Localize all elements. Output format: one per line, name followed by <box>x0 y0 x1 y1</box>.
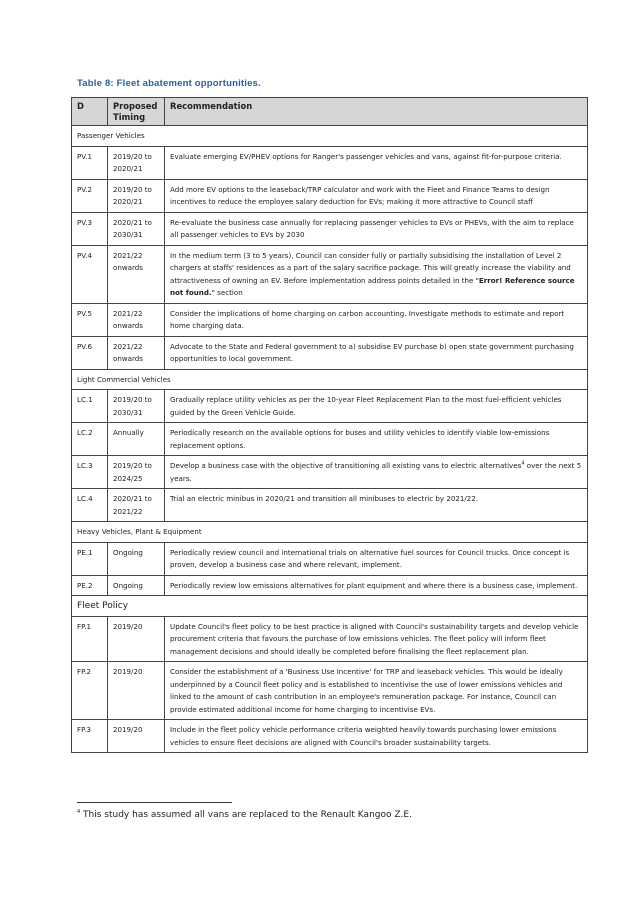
row-timing: 2021/22 onwards <box>108 303 165 336</box>
recommendation-text: In the medium term (3 to 5 years), Council can consider fully or partially subsidising the installation of Level 2 chargers at staffs' residences as a part of the salary sacrifice package. This will greatly increase the viability and attractiveness of owning an EV. Before implementation address points detailed in the " <box>170 250 571 285</box>
row-timing: Annually <box>108 423 165 456</box>
row-recommendation: Advocate to the State and Federal government to a) subsidise EV purchase b) open state government purchasing opportunities to local government. <box>165 336 588 369</box>
table-row <box>72 179 588 212</box>
row-timing: 2019/20 to 2020/21 <box>108 179 165 212</box>
row-recommendation: Include in the fleet policy vehicle performance criteria weighted heavily towards purchasing lower emissions vehicles to ensure fleet decisions are aligned with Council's broader sustainability targets. <box>165 720 588 753</box>
table-row <box>72 720 588 753</box>
section-row <box>72 369 588 390</box>
header-timing: Proposed Timing <box>108 98 165 126</box>
table-row <box>72 575 588 596</box>
section-row <box>72 522 588 543</box>
fleet-abatement-table <box>71 97 588 753</box>
table-row <box>72 146 588 179</box>
table-row <box>72 336 588 369</box>
row-timing: 2020/21 to 2021/22 <box>108 489 165 522</box>
section-title: Heavy Vehicles, Plant & Equipment <box>72 522 588 543</box>
row-id: LC.4 <box>72 489 108 522</box>
row-id: FP.1 <box>72 616 108 662</box>
row-recommendation: Periodically research on the available options for buses and utility vehicles to identify viable low-emissions replacement options. <box>165 423 588 456</box>
row-recommendation: Periodically review council and international trials on alternative fuel sources for Council trucks. Once concept is proven, develop a business case and where relevant, implement. <box>165 542 588 575</box>
table-row <box>72 662 588 720</box>
row-timing: 2019/20 <box>108 616 165 662</box>
row-recommendation <box>165 245 588 303</box>
row-timing: 2019/20 <box>108 720 165 753</box>
footnote-text: This study has assumed all vans are replaced to the Renault Kangoo Z.E. <box>80 810 412 820</box>
section-title: Light Commercial Vehicles <box>72 369 588 390</box>
table-header-row <box>72 98 588 126</box>
row-id: FP.2 <box>72 662 108 720</box>
recommendation-text: Develop a business case with the objective of transitioning all existing vans to electric alternatives <box>170 461 522 470</box>
row-recommendation <box>165 456 588 489</box>
row-id: PV.3 <box>72 212 108 245</box>
section-title: Passenger Vehicles <box>72 126 588 147</box>
table-row <box>72 456 588 489</box>
row-recommendation: Consider the implications of home charging on carbon accounting. Investigate methods to estimate and report home charging data. <box>165 303 588 336</box>
recommendation-text-end: over the next 5 years. <box>170 461 582 483</box>
table-row <box>72 212 588 245</box>
recommendation-text-end: " section <box>211 288 243 297</box>
section-row <box>72 126 588 147</box>
row-timing: Ongoing <box>108 575 165 596</box>
footnote-divider <box>77 802 232 803</box>
row-timing: Ongoing <box>108 542 165 575</box>
row-recommendation: Gradually replace utility vehicles as per the 10-year Fleet Replacement Plan to the most fuel-efficient vehicles guided by the Green Vehicle Guide. <box>165 390 588 423</box>
row-id: PV.4 <box>72 245 108 303</box>
section-title: Fleet Policy <box>72 596 588 617</box>
row-timing: 2019/20 to 2024/25 <box>108 456 165 489</box>
footnote <box>77 810 412 820</box>
row-timing: 2021/22 onwards <box>108 336 165 369</box>
row-recommendation: Update Council's fleet policy to be best practice is aligned with Council's sustainability targets and develop vehicle procurement criteria that favours the purchase of low emissions vehicles. The fleet policy will inform fleet management decisions and should ideally be completed before finalising the fleet replacement plan. <box>165 616 588 662</box>
row-id: LC.2 <box>72 423 108 456</box>
table-caption: Table 8: Fleet abatement opportunities. <box>77 78 261 89</box>
header-id: D <box>72 98 108 126</box>
error-reference-text: Error! Reference source not found. <box>170 275 575 297</box>
row-recommendation: Evaluate emerging EV/PHEV options for Ranger's passenger vehicles and vans, against fit-for-purpose criteria. <box>165 146 588 179</box>
table-row <box>72 542 588 575</box>
row-id: PV.6 <box>72 336 108 369</box>
footnote-marker: 4 <box>77 809 81 815</box>
table-row <box>72 616 588 662</box>
row-id: FP.3 <box>72 720 108 753</box>
table-row <box>72 390 588 423</box>
row-id: PE.1 <box>72 542 108 575</box>
header-recommendation: Recommendation <box>165 98 588 126</box>
row-id: PV.1 <box>72 146 108 179</box>
row-timing: 2019/20 <box>108 662 165 720</box>
table-row <box>72 303 588 336</box>
row-timing: 2019/20 to 2020/21 <box>108 146 165 179</box>
row-id: LC.1 <box>72 390 108 423</box>
row-id: PE.2 <box>72 575 108 596</box>
table-row <box>72 489 588 522</box>
section-row <box>72 596 588 617</box>
row-id: LC.3 <box>72 456 108 489</box>
row-recommendation: Add more EV options to the leaseback/TRP calculator and work with the Fleet and Finance Teams to design incentives to reduce the employee salary deduction for EVs; making it more attractive to Council staff <box>165 179 588 212</box>
row-timing: 2019/20 to 2030/31 <box>108 390 165 423</box>
row-recommendation: Consider the establishment of a 'Business Use Incentive' for TRP and leaseback vehicles. This would be ideally underpinned by a Council fleet policy and is established to incentivise the use of lower emissions vehicles and linked to the amount of cash contribution in an employee's remuneration package. For instance, Council can provide estimated additional income for home charging to incentivise EVs. <box>165 662 588 720</box>
row-recommendation: Re-evaluate the business case annually for replacing passenger vehicles to EVs or PHEVs, with the aim to replace all passenger vehicles to EVs by 2030 <box>165 212 588 245</box>
row-id: PV.2 <box>72 179 108 212</box>
row-timing: 2020/21 to 2030/31 <box>108 212 165 245</box>
table-row <box>72 245 588 303</box>
footnote-ref: 4 <box>521 460 525 467</box>
row-id: PV.5 <box>72 303 108 336</box>
row-timing: 2021/22 onwards <box>108 245 165 303</box>
table-row <box>72 423 588 456</box>
row-recommendation: Trial an electric minibus in 2020/21 and transition all minibuses to electric by 2021/22. <box>165 489 588 522</box>
row-recommendation: Periodically review low emissions alternatives for plant equipment and where there is a business case, implement. <box>165 575 588 596</box>
